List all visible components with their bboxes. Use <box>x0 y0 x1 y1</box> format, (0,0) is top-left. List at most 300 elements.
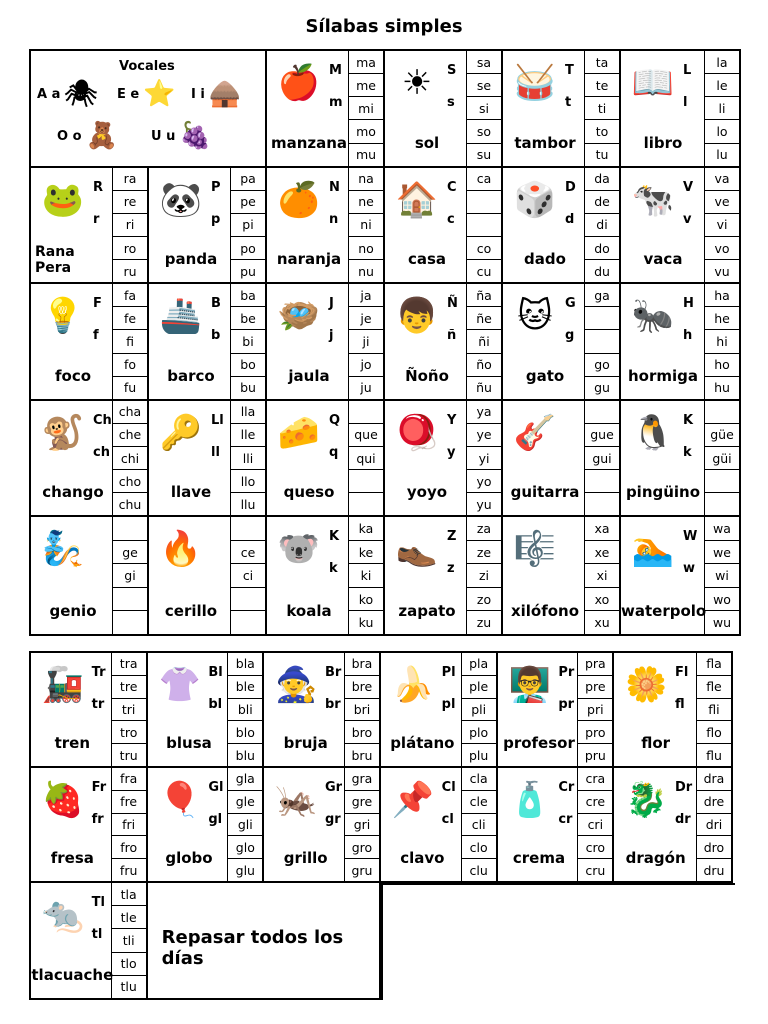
vowels-cell <box>31 51 267 168</box>
syllable-cell <box>585 401 619 424</box>
syllable-list <box>584 284 619 399</box>
picture-icon: 🎈 <box>158 780 201 820</box>
word-label: dragón <box>625 849 686 867</box>
syllable-list <box>704 401 739 516</box>
word-label: flor <box>641 734 671 752</box>
grid-right-border <box>731 651 733 885</box>
syllable-cell: chi <box>113 447 147 470</box>
syllable-cell: yi <box>467 447 501 470</box>
syllable-cell: fa <box>113 284 147 307</box>
syllable-cell: cla <box>462 768 496 791</box>
uppercase-letter: Z <box>447 529 457 545</box>
word-label: hormiga <box>627 366 698 385</box>
syllable-list <box>584 517 619 634</box>
syllable-cell: hi <box>705 330 739 353</box>
vowel-picture-icon: 🕷 <box>64 79 98 109</box>
syllable-list <box>696 653 731 766</box>
syllable-list <box>111 653 146 766</box>
syllable-cell: mu <box>355 147 377 163</box>
syllable-cell: cha <box>113 401 147 424</box>
syllable-cell: gli <box>228 814 262 837</box>
word-label: profesor <box>503 734 575 752</box>
syllable-cell: cli <box>462 814 496 837</box>
uppercase-letter: J <box>329 296 334 312</box>
syllable-cell: vu <box>714 263 730 279</box>
syllable-card <box>267 51 385 168</box>
syllable-cell: yu <box>476 496 492 512</box>
syllable-cell: ba <box>231 284 265 307</box>
syllable-cell: de <box>585 191 619 214</box>
syllable-cell <box>349 493 383 515</box>
syllable-cell: gru <box>351 862 373 878</box>
syllable-cell: flo <box>697 721 731 744</box>
syllable-card <box>31 883 148 998</box>
vowel-label: O o <box>57 128 82 144</box>
lowercase-letter: tr <box>91 697 105 712</box>
lowercase-letter: pr <box>558 697 575 712</box>
syllable-list <box>230 517 265 634</box>
picture-icon: 👦 <box>395 296 439 337</box>
syllable-cell: fo <box>113 354 147 377</box>
syllable-cell: ve <box>705 191 739 214</box>
syllable-cell: so <box>467 120 501 143</box>
vowel-item <box>191 79 241 109</box>
syllable-cell: jo <box>349 354 383 377</box>
vowel-picture-icon: 🧸 <box>85 121 118 151</box>
uppercase-letter: Fr <box>91 780 107 795</box>
syllable-card <box>31 517 149 634</box>
syllable-cell: pli <box>462 699 496 722</box>
uppercase-letter: Tr <box>91 665 106 680</box>
lowercase-letter: v <box>683 211 692 227</box>
syllable-cell: plo <box>462 721 496 744</box>
syllable-card <box>503 401 621 518</box>
uppercase-letter: K <box>683 412 694 428</box>
syllable-card <box>498 768 615 883</box>
syllable-cell: pe <box>231 191 265 214</box>
syllable-cell: lo <box>705 120 739 143</box>
syllable-card <box>614 768 731 883</box>
syllable-cell: sa <box>467 51 501 74</box>
uppercase-letter: B <box>211 296 221 312</box>
syllable-cell: ho <box>705 354 739 377</box>
syllable-cell: tra <box>112 653 146 676</box>
syllable-cell: le <box>705 74 739 97</box>
syllable-cell: gu <box>594 380 610 396</box>
syllable-cell: nu <box>358 263 374 279</box>
lowercase-letter: n <box>329 211 339 227</box>
syllable-card <box>621 51 739 168</box>
picture-icon: 👚 <box>158 665 201 705</box>
uppercase-letter: D <box>565 179 576 195</box>
syllable-cell: ti <box>585 97 619 120</box>
uppercase-letter: N <box>329 179 340 195</box>
review-cell <box>148 883 381 998</box>
syllable-cell <box>705 470 739 493</box>
syllable-cell <box>113 588 147 612</box>
syllable-list <box>461 653 496 766</box>
word-label: zapato <box>398 601 456 620</box>
uppercase-letter: F <box>93 296 102 312</box>
word-label: cerillo <box>164 601 218 620</box>
picture-icon: 🎸 <box>513 412 557 453</box>
lowercase-letter: br <box>324 697 341 712</box>
syllable-cell: güe <box>705 424 739 447</box>
syllable-list <box>227 653 262 766</box>
syllable-cell: clo <box>462 836 496 859</box>
syllable-list <box>230 168 265 283</box>
uppercase-letter: Dr <box>674 780 693 795</box>
picture-icon: 🐼 <box>159 179 203 220</box>
lowercase-letter: fl <box>674 697 685 712</box>
syllable-card <box>31 401 149 518</box>
syllable-cell: bre <box>345 676 379 699</box>
lowercase-letter: tl <box>91 927 103 942</box>
word-label: guitarra <box>510 483 580 502</box>
syllable-list <box>577 653 612 766</box>
syllable-cell: ji <box>349 330 383 353</box>
syllable-cell: po <box>231 237 265 260</box>
syllable-cell: dro <box>697 836 731 859</box>
picture-icon: 🧞 <box>41 529 85 570</box>
word-label: bruja <box>283 734 328 752</box>
word-label: fresa <box>50 849 94 867</box>
picture-icon: 🐒 <box>41 412 85 453</box>
syllable-cell: xa <box>585 517 619 541</box>
syllable-cell: cu <box>476 263 492 279</box>
lowercase-letter: ll <box>211 444 220 460</box>
review-text: Repasar todos los días <box>161 927 344 969</box>
picture-icon: 🦗 <box>275 780 318 820</box>
syllable-card <box>381 768 498 883</box>
syllable-cell: dra <box>697 768 731 791</box>
syllable-list <box>466 168 501 283</box>
uppercase-letter: Br <box>324 665 342 680</box>
word-label: naranja <box>276 250 342 269</box>
syllable-cell: gla <box>228 768 262 791</box>
syllable-cell: ha <box>705 284 739 307</box>
syllable-cell: ña <box>467 284 501 307</box>
syllable-list <box>704 51 739 166</box>
word-label: plátano <box>390 734 455 752</box>
syllable-cell: ye <box>467 424 501 447</box>
syllable-card <box>614 653 731 768</box>
syllable-cell: xe <box>585 541 619 565</box>
lowercase-letter: k <box>329 561 338 577</box>
syllable-cell: cra <box>578 768 612 791</box>
syllable-cell: tlu <box>120 979 137 995</box>
picture-icon: 🍌 <box>391 665 435 705</box>
syllable-cell: gue <box>585 424 619 447</box>
syllable-cell: blu <box>235 747 255 763</box>
picture-icon: 👞 <box>395 529 439 570</box>
syllable-cell: tre <box>112 676 146 699</box>
syllable-cell: xi <box>585 564 619 588</box>
picture-icon: 🔑 <box>159 412 203 453</box>
word-label: waterpolo <box>621 601 707 620</box>
syllable-card <box>149 284 267 401</box>
syllable-cell: tri <box>112 699 146 722</box>
vowel-label: E e <box>117 86 140 102</box>
picture-icon: 📖 <box>631 63 675 103</box>
simple-syllables-grid <box>29 49 741 636</box>
syllable-cell: za <box>467 517 501 541</box>
syllable-cell: ni <box>349 214 383 237</box>
syllable-list <box>112 284 147 399</box>
syllable-list <box>696 768 731 881</box>
uppercase-letter: W <box>683 529 698 545</box>
syllable-card <box>267 168 385 285</box>
syllable-cell: pre <box>578 676 612 699</box>
word-label: blusa <box>166 734 212 752</box>
picture-icon: 🚢 <box>159 296 203 337</box>
uppercase-letter: Cl <box>441 780 456 795</box>
syllable-cell: ya <box>467 401 501 424</box>
uppercase-letter: Tl <box>91 895 105 910</box>
picture-icon: 🌼 <box>625 665 668 705</box>
syllable-cell <box>113 517 147 541</box>
syllable-cell: dre <box>697 791 731 814</box>
word-label: vaca <box>643 250 683 269</box>
syllable-card <box>31 653 148 768</box>
syllable-card <box>267 517 385 634</box>
uppercase-letter: L <box>683 63 692 78</box>
syllable-cell: xu <box>594 615 610 631</box>
syllable-cell: qui <box>349 447 383 470</box>
syllable-cell: ñu <box>476 380 492 396</box>
syllable-list <box>348 284 383 399</box>
syllable-card <box>503 51 621 168</box>
picture-icon: 🐉 <box>625 780 668 820</box>
syllable-cell: na <box>349 168 383 191</box>
picture-icon: 🧙 <box>275 665 318 705</box>
uppercase-letter: Pl <box>441 665 456 680</box>
lowercase-letter: j <box>329 328 334 344</box>
syllable-cell: pu <box>240 263 256 279</box>
word-label: queso <box>283 483 335 502</box>
syllable-list <box>348 51 383 166</box>
syllable-cell: vi <box>705 214 739 237</box>
syllable-cell: li <box>705 97 739 120</box>
word-label: Ñoño <box>405 366 449 385</box>
syllable-cell: fru <box>119 862 138 878</box>
word-label: chango <box>42 483 104 502</box>
syllable-cell: re <box>113 191 147 214</box>
syllable-card <box>503 517 621 634</box>
syllable-cell: glu <box>235 862 255 878</box>
syllable-cell: tu <box>595 147 609 163</box>
lowercase-letter: c <box>447 211 455 227</box>
picture-icon: 🧴 <box>508 780 551 820</box>
picture-icon: 🥁 <box>513 63 557 103</box>
syllable-list <box>704 168 739 283</box>
syllable-card <box>385 51 503 168</box>
syllable-cell: llu <box>240 496 256 512</box>
uppercase-letter: Ll <box>211 412 224 428</box>
blank-area <box>381 883 735 1004</box>
syllable-cell: ro <box>113 237 147 260</box>
lowercase-letter: gl <box>208 812 223 827</box>
picture-icon: 🪀 <box>395 412 439 453</box>
uppercase-letter: K <box>329 529 340 545</box>
syllable-cell: tro <box>112 721 146 744</box>
word-label: crema <box>512 849 566 867</box>
syllable-cell: bi <box>231 330 265 353</box>
syllable-cell: wo <box>705 588 739 612</box>
lowercase-letter: dr <box>674 812 691 827</box>
syllable-card <box>381 653 498 768</box>
syllable-cell <box>349 470 383 493</box>
word-label: gato <box>525 366 565 385</box>
syllable-cell: güi <box>705 447 739 470</box>
syllable-cell: chu <box>118 496 142 512</box>
picture-icon: 🏊 <box>631 529 675 570</box>
word-label: tren <box>54 734 91 752</box>
picture-icon: 🔥 <box>159 529 203 570</box>
syllable-cell <box>585 493 619 515</box>
syllable-card <box>503 284 621 401</box>
syllable-card <box>264 653 381 768</box>
lowercase-letter: cr <box>558 812 573 827</box>
syllable-list <box>466 284 501 399</box>
word-label: genio <box>49 601 97 620</box>
syllable-cell: gro <box>345 836 379 859</box>
picture-icon: 🐀 <box>41 895 85 935</box>
lowercase-letter: cl <box>441 812 454 827</box>
syllable-cell: pri <box>578 699 612 722</box>
syllable-card <box>621 284 739 401</box>
lowercase-letter: y <box>447 444 456 460</box>
syllable-cell: gi <box>113 564 147 588</box>
syllable-cell <box>231 611 265 634</box>
syllable-cell: cri <box>578 814 612 837</box>
word-label: xilófono <box>510 601 580 620</box>
syllable-list <box>466 517 501 634</box>
syllable-cell: ci <box>231 564 265 588</box>
syllable-cell: me <box>349 74 383 97</box>
syllable-cell <box>585 470 619 493</box>
uppercase-letter: C <box>447 179 457 195</box>
word-label: casa <box>407 250 447 269</box>
picture-icon: 🐧 <box>631 412 675 453</box>
uppercase-letter: Cr <box>558 780 575 795</box>
uppercase-letter: Pr <box>558 665 575 680</box>
picture-icon: 🧀 <box>277 412 321 453</box>
syllable-card <box>31 768 148 883</box>
syllable-cell: pla <box>462 653 496 676</box>
picture-icon: 🏠 <box>395 179 439 220</box>
syllable-cell: co <box>467 237 501 260</box>
lowercase-letter: b <box>211 328 221 344</box>
picture-icon: 🚂 <box>41 665 85 705</box>
syllable-cell: flu <box>706 747 722 763</box>
syllable-list <box>584 168 619 283</box>
word-label: grillo <box>283 849 328 867</box>
syllable-card <box>385 284 503 401</box>
vowel-picture-icon: 🛖 <box>208 79 242 109</box>
syllable-cell: va <box>705 168 739 191</box>
syllable-cell: wi <box>705 564 739 588</box>
syllable-cell <box>113 611 147 634</box>
syllable-card <box>621 168 739 285</box>
syllable-cell: tru <box>119 747 138 763</box>
picture-icon: ☀ <box>401 63 433 103</box>
syllable-cell: dri <box>697 814 731 837</box>
syllable-cell: zi <box>467 564 501 588</box>
syllable-cell: cru <box>585 862 606 878</box>
syllable-card <box>148 653 265 768</box>
syllable-cell: cre <box>578 791 612 814</box>
lowercase-letter: gr <box>324 812 341 827</box>
syllable-cell: fra <box>112 768 146 791</box>
syllable-cell: da <box>585 168 619 191</box>
uppercase-letter: M <box>329 63 342 78</box>
syllable-cell: tle <box>112 906 146 929</box>
syllable-cell: su <box>476 147 492 163</box>
syllable-cell: lu <box>716 147 728 163</box>
grid-right-border-bottom <box>381 883 383 1000</box>
syllable-cell: pi <box>231 214 265 237</box>
page-title: Sílabas simples <box>305 16 463 37</box>
syllable-cell: ta <box>585 51 619 74</box>
syllable-cell: ko <box>349 588 383 612</box>
picture-icon: 🍎 <box>277 63 321 103</box>
syllable-cell: bo <box>231 354 265 377</box>
syllable-cell: fu <box>123 380 137 396</box>
word-label: panda <box>164 250 218 269</box>
picture-icon: 👨‍🏫 <box>508 665 551 705</box>
syllable-cell <box>231 588 265 612</box>
syllable-cell: ke <box>349 541 383 565</box>
syllable-list <box>112 401 147 516</box>
syllable-cell: mo <box>349 120 383 143</box>
word-label: tambor <box>514 133 576 152</box>
syllable-cell: we <box>705 541 739 565</box>
uppercase-letter: Q <box>329 412 341 428</box>
uppercase-letter: S <box>447 63 457 78</box>
vowel-label: I i <box>191 86 205 102</box>
vowel-item <box>151 121 212 151</box>
syllable-cell: vo <box>705 237 739 260</box>
syllable-cell: la <box>705 51 739 74</box>
syllable-cell: do <box>585 237 619 260</box>
lowercase-letter: m <box>329 95 343 110</box>
syllable-list <box>466 51 501 166</box>
word-label: Rana Pera <box>35 244 75 277</box>
syllable-cell: fe <box>113 307 147 330</box>
syllable-cell: fle <box>697 676 731 699</box>
syllable-cell <box>467 214 501 237</box>
syllable-list <box>577 768 612 881</box>
syllable-cell: ma <box>349 51 383 74</box>
picture-icon: 🎼 <box>513 529 557 570</box>
picture-icon: 🍓 <box>41 780 85 820</box>
syllable-cell: plu <box>468 747 489 763</box>
syllable-cell: bli <box>228 699 262 722</box>
picture-icon: 🪺 <box>277 296 321 337</box>
syllable-cell: fi <box>113 330 147 353</box>
syllable-cell: to <box>585 120 619 143</box>
word-label: koala <box>286 601 332 620</box>
word-label: tlacuache <box>31 966 114 984</box>
syllable-cell: ja <box>349 284 383 307</box>
syllable-cell: ge <box>113 541 147 565</box>
syllable-cell: lli <box>231 447 265 470</box>
syllable-list <box>584 401 619 516</box>
syllable-cell: ri <box>113 214 147 237</box>
syllable-cell: gra <box>345 768 379 791</box>
lowercase-letter: d <box>565 211 575 227</box>
